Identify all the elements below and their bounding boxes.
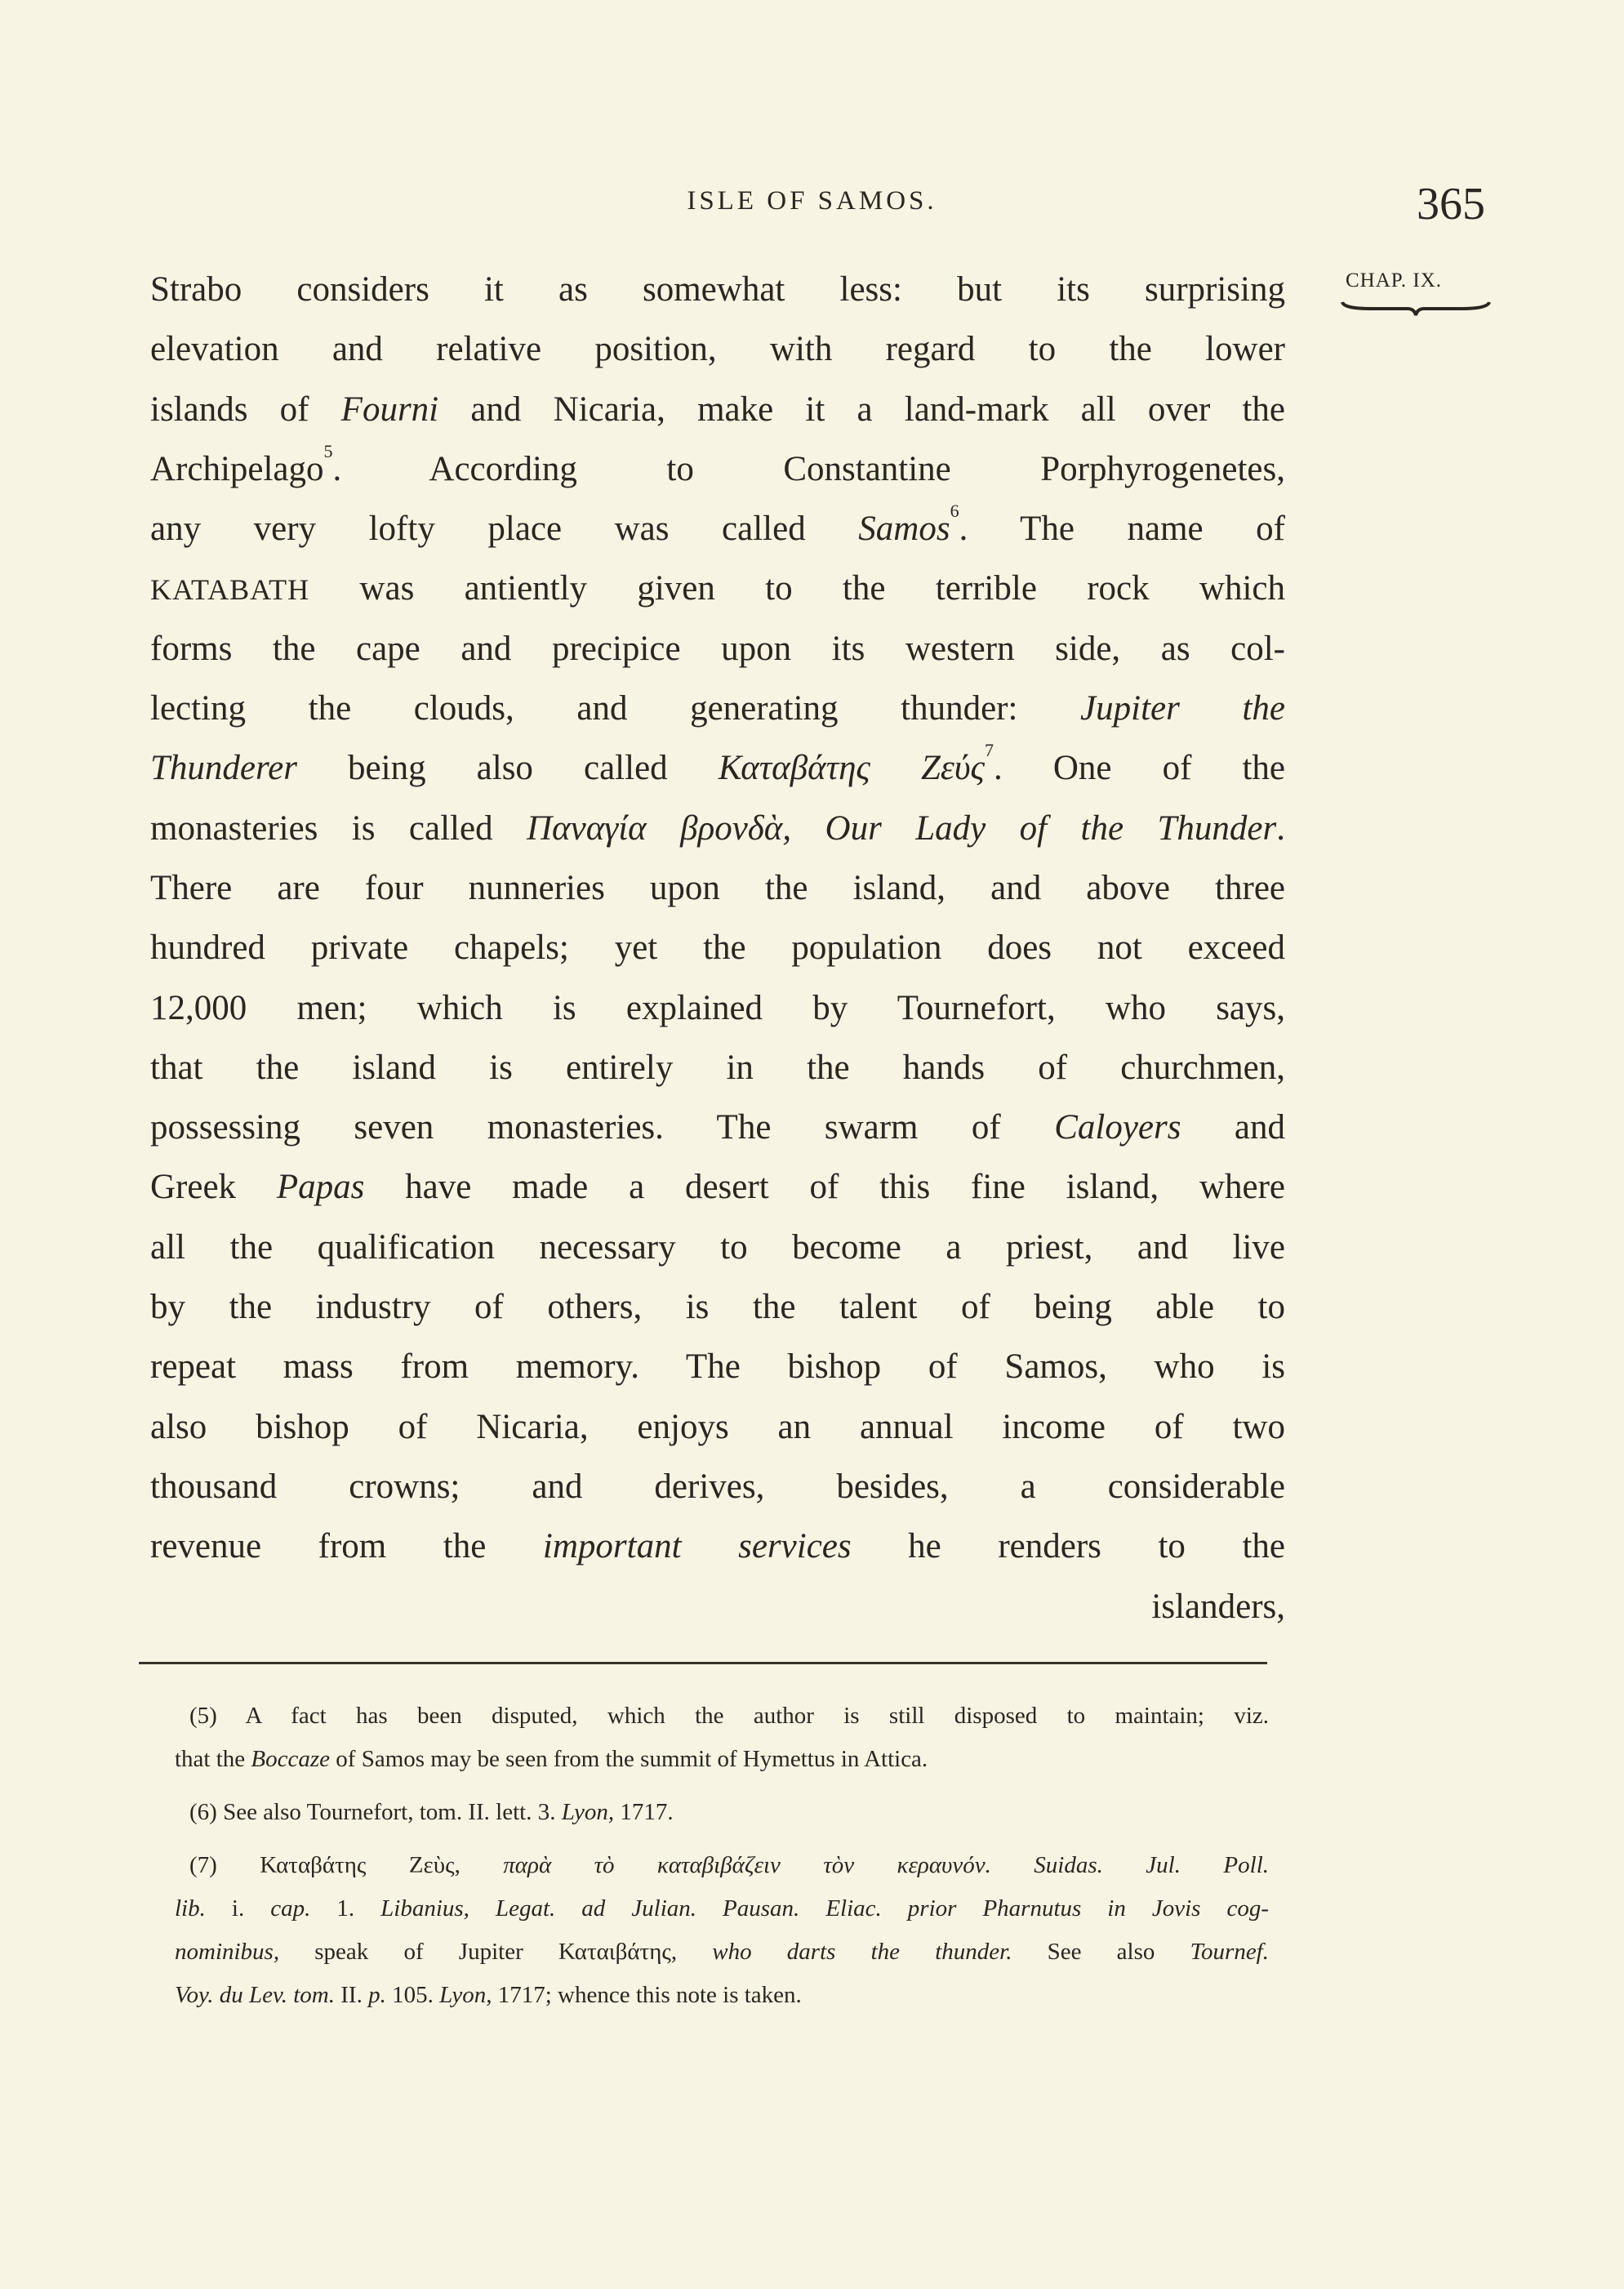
text-run: Fourni — [340, 390, 439, 429]
text-line — [150, 559, 1285, 618]
text-line — [150, 619, 1285, 679]
brace-ornament — [1339, 299, 1493, 318]
text-run: II. — [335, 1982, 369, 2008]
text-run: Παναγία βρονδὰ, Our Lady of the Thunder — [527, 808, 1277, 848]
text-line — [150, 499, 1285, 559]
text-run: . — [1276, 808, 1285, 848]
text-line — [150, 380, 1285, 439]
text-line — [150, 679, 1285, 738]
text-run: Tournef. — [1190, 1939, 1269, 1965]
text-line — [150, 1277, 1285, 1337]
text-run: elevation and relative position, with regard to the lower — [150, 330, 1285, 369]
text-run: possessing seven monasteries. The swarm of — [150, 1108, 1055, 1147]
text-run: There are four nunneries upon the island, and above three — [150, 868, 1285, 907]
text-line — [150, 1337, 1285, 1396]
footnote-line — [175, 1844, 1269, 1887]
text-run: Strabo considers it as somewhat less: but its surprising — [150, 270, 1285, 309]
text-run: of Samos may be seen from the summit of Hymettus in Attica. — [330, 1746, 928, 1772]
text-run: being also called — [296, 749, 719, 788]
text-run: 1717. — [614, 1799, 674, 1825]
text-run: 12,000 men; which is explained by Tournefort, who says, — [150, 988, 1285, 1027]
text-run: and Nicaria, make it a land-mark all over the — [438, 390, 1285, 429]
text-run: KATABATH — [150, 573, 310, 607]
text-run: . One of the — [994, 749, 1285, 788]
text-run: . According to Constantine Porphyrogenetes, — [332, 449, 1285, 488]
text-run: forms the cape and precipice upon its western side, as col- — [150, 629, 1285, 668]
text-run: also bishop of Nicaria, enjoys an annual income of two — [150, 1407, 1285, 1446]
text-run: (7) Καταβάτης Ζεὺς, — [189, 1852, 504, 1878]
footnote-ref: 6 — [950, 501, 959, 522]
text-run: thousand crowns; and derives, besides, a considerable — [150, 1467, 1285, 1506]
text-line — [150, 1516, 1285, 1576]
footnote-line — [175, 1694, 1269, 1738]
text-line — [150, 918, 1285, 978]
text-run: monasteries is called — [150, 808, 527, 848]
running-head: ISLE OF SAMOS. — [687, 186, 937, 216]
text-run: 105. — [385, 1982, 440, 2008]
text-line — [150, 260, 1285, 319]
main-text — [150, 260, 1285, 1637]
text-run: all the qualification necessary to become a priest, and live — [150, 1227, 1285, 1267]
text-line — [150, 799, 1285, 858]
text-run: Greek — [150, 1168, 277, 1207]
text-run: 1. — [310, 1895, 381, 1922]
text-run: Samos — [858, 510, 950, 549]
text-run: (6) See also Tournefort, tom. II. lett. 3. — [189, 1799, 562, 1825]
text-line — [150, 1038, 1285, 1098]
text-run: have made a desert of this fine island, where — [364, 1168, 1285, 1207]
footnote-ref: 7 — [985, 740, 994, 761]
text-run: he renders to the — [851, 1527, 1285, 1566]
text-run: by the industry of others, is the talent of being able to — [150, 1288, 1285, 1327]
footnote-line — [175, 1738, 1269, 1781]
text-run: Jupiter the — [1080, 689, 1285, 728]
text-run: Lyon, — [439, 1982, 492, 2008]
text-run: revenue from the — [150, 1527, 543, 1566]
footnote-line — [175, 1791, 1269, 1834]
text-line — [150, 858, 1285, 918]
text-line — [150, 439, 1285, 499]
text-run: important services — [542, 1527, 852, 1566]
text-run: nominibus, — [175, 1939, 280, 1965]
text-run: Thunderer — [150, 749, 297, 788]
text-run: Caloyers — [1054, 1108, 1181, 1147]
text-run: that the — [175, 1746, 251, 1772]
text-line — [150, 1397, 1285, 1457]
text-run: 1717; whence this note is taken. — [492, 1982, 802, 2008]
text-run: any very lofty place was called — [150, 510, 859, 549]
text-line — [150, 1457, 1285, 1516]
text-run: Lyon, — [561, 1799, 615, 1825]
text-run: Καταβάτης Ζεύς — [718, 749, 986, 788]
text-line — [150, 1218, 1285, 1277]
footnote-ref: 5 — [323, 440, 333, 461]
text-line — [150, 1157, 1285, 1217]
text-run: hundred private chapels; yet the population does not exceed — [150, 929, 1285, 968]
text-run: παρὰ τὸ καταβιβάζειν τὸν κεραυνόν. Suidas. Jul. Poll. — [503, 1852, 1270, 1878]
footnote-line — [175, 1974, 1269, 2017]
page-number: 365 — [1417, 179, 1485, 229]
text-run: i. — [205, 1895, 271, 1922]
text-run: Papas — [276, 1168, 365, 1207]
footnotes — [175, 1694, 1269, 2017]
text-line — [150, 738, 1285, 798]
text-run: Archipelago — [150, 449, 324, 488]
text-run: . The name of — [959, 510, 1285, 549]
text-run: and — [1181, 1108, 1285, 1147]
text-run: p. — [368, 1982, 386, 2008]
text-run: islands of — [150, 390, 341, 429]
text-run: Libanius, Legat. ad Julian. Pausan. Eliac. prior Pharnutus in Jovis cog- — [380, 1895, 1270, 1922]
text-run: lecting the clouds, and generating thunder: — [150, 689, 1081, 728]
footnote-rule — [139, 1662, 1267, 1664]
text-run: (5) A fact has been disputed, which the author is still disposed to maintain; viz. — [189, 1703, 1269, 1729]
text-run: See also — [1012, 1939, 1190, 1965]
text-run: repeat mass from memory. The bishop of Samos, who is — [150, 1347, 1285, 1387]
text-run: cap. — [270, 1895, 311, 1922]
text-run: speak of Jupiter Καταιβάτης, — [279, 1939, 713, 1965]
text-line — [150, 978, 1285, 1038]
text-run: that the island is entirely in the hands of churchmen, — [150, 1048, 1285, 1087]
chapter-side-note: CHAP. IX. — [1346, 269, 1443, 292]
text-run: Voy. du Lev. tom. — [175, 1982, 335, 2008]
text-run: Boccaze — [251, 1746, 331, 1772]
text-line — [150, 1098, 1285, 1157]
text-line — [150, 319, 1285, 379]
footnote-line — [175, 1931, 1269, 1974]
text-run: lib. — [175, 1895, 206, 1922]
text-run: who darts the thunder. — [712, 1939, 1012, 1965]
catchword: islanders, — [1151, 1587, 1285, 1626]
footnote-line — [175, 1887, 1269, 1931]
text-run: was antiently given to the terrible rock which — [309, 569, 1285, 608]
